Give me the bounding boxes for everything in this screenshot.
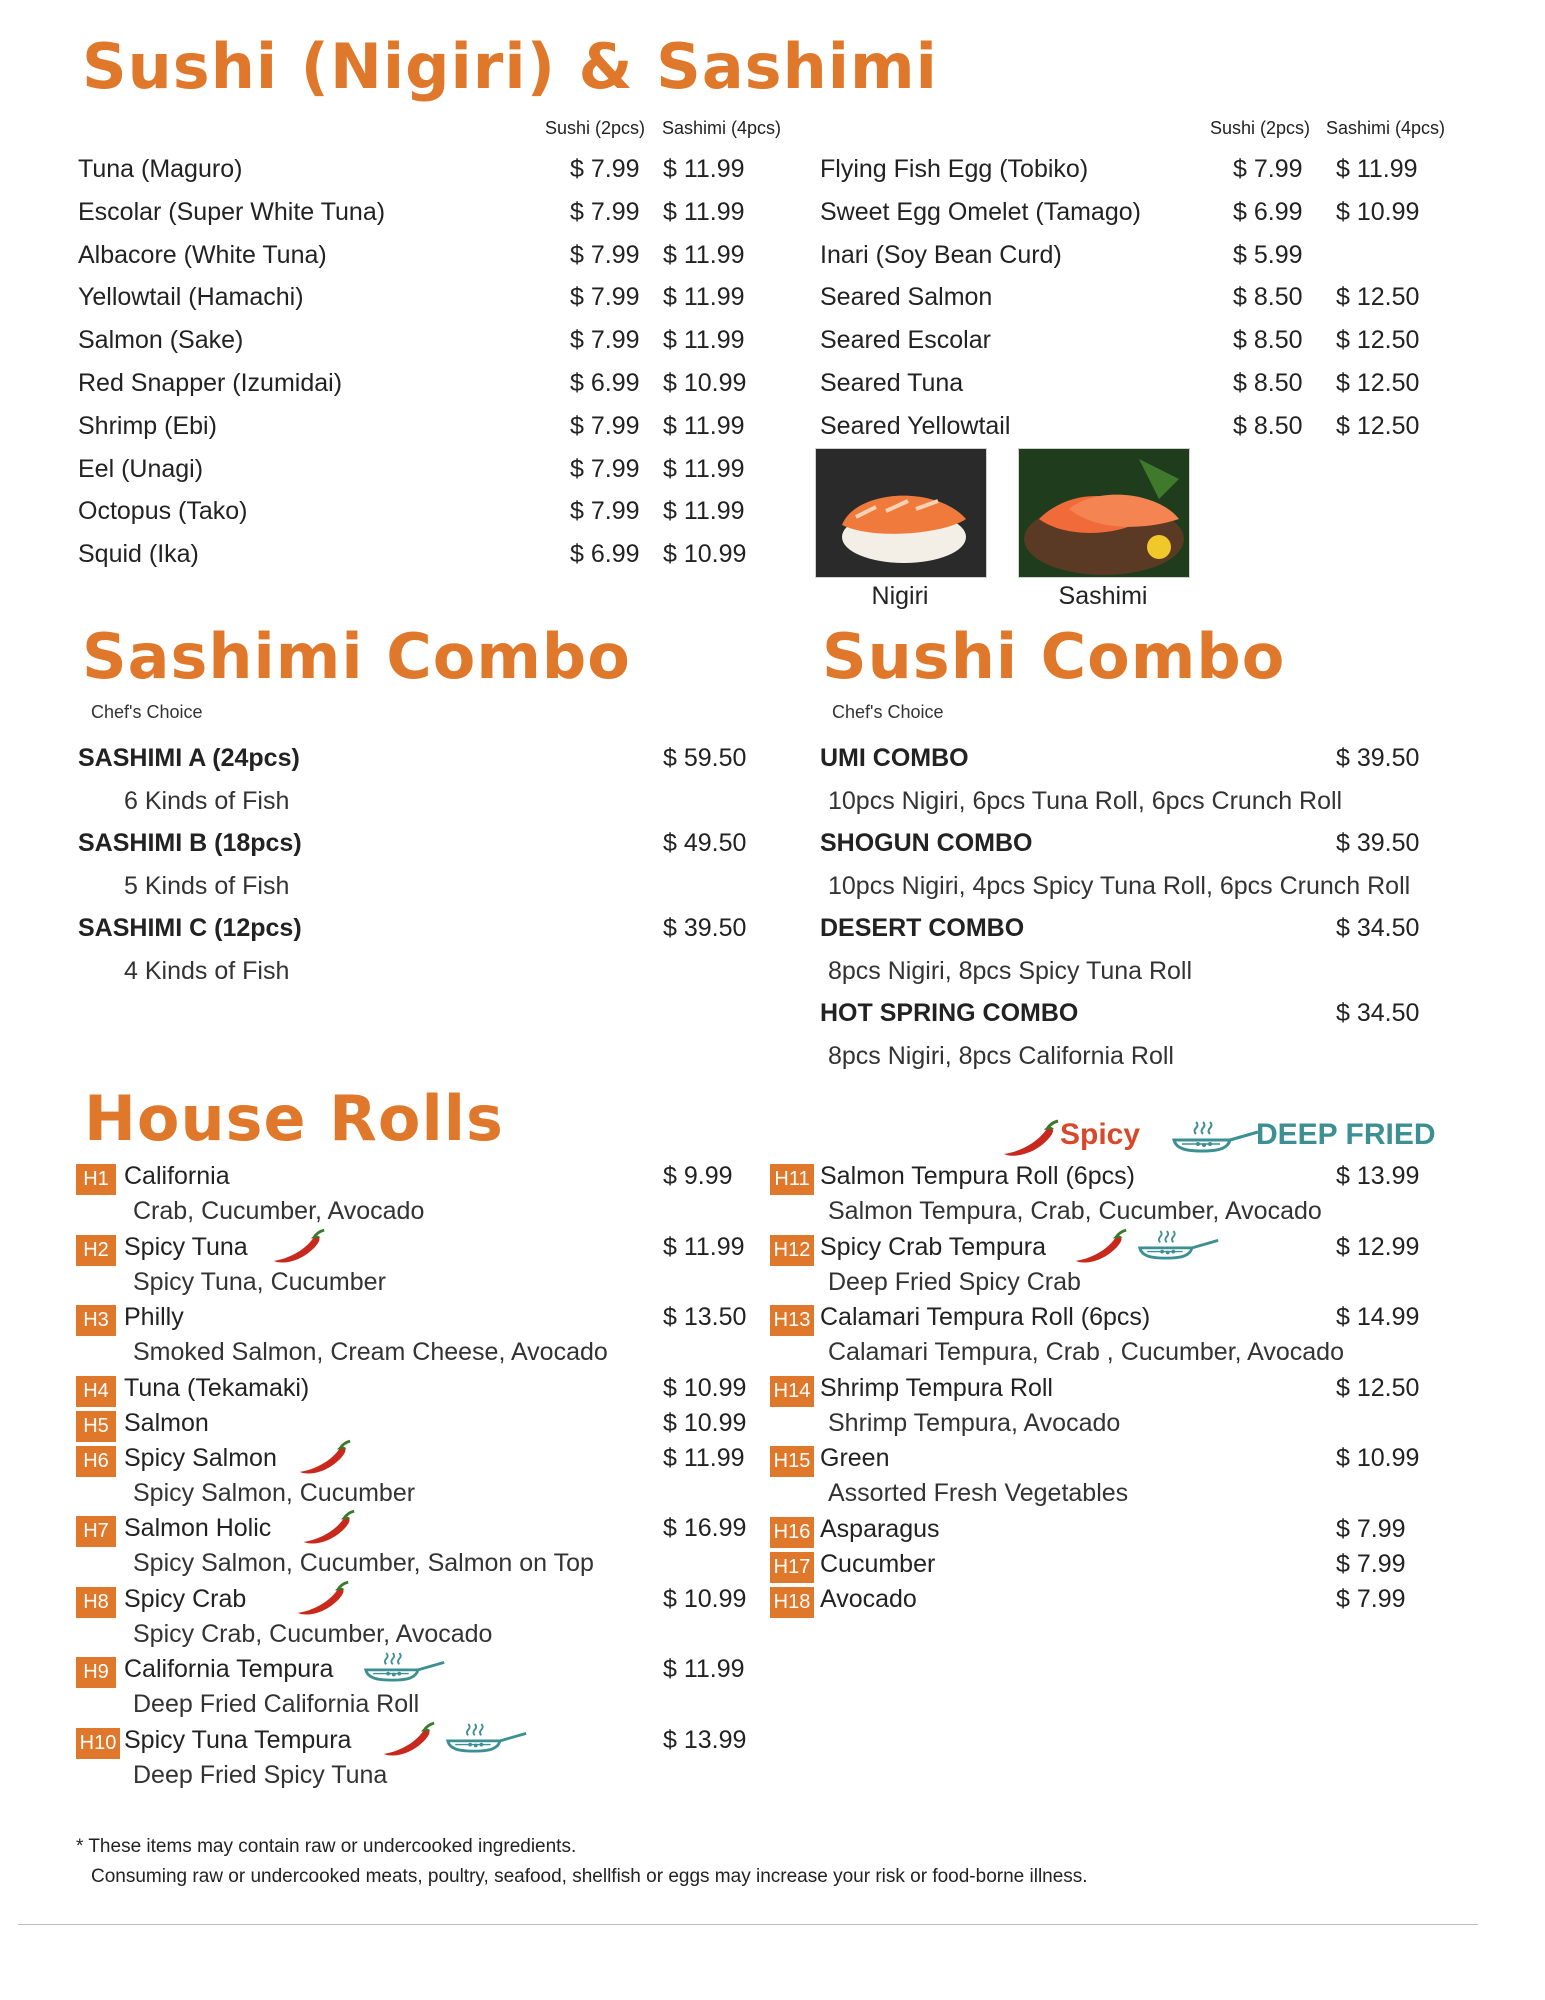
legend-chili-pepper-icon bbox=[1000, 1118, 1060, 1158]
sashimi-combo-name: SASHIMI B (18pcs) bbox=[78, 829, 302, 857]
roll-desc: Spicy Tuna, Cucumber bbox=[133, 1267, 386, 1296]
roll-desc: Deep Fried Spicy Tuna bbox=[133, 1760, 388, 1789]
nigiri-item-name: Seared Escolar bbox=[820, 326, 991, 355]
roll-name: Spicy Crab bbox=[124, 1584, 247, 1613]
nigiri-item-sashimi-price: $ 10.99 bbox=[1336, 197, 1420, 226]
sashimi-combo-name: SASHIMI C (12pcs) bbox=[78, 914, 302, 942]
nigiri-photo bbox=[815, 448, 987, 578]
col-header-sashimi-right: Sashimi (4pcs) bbox=[1326, 118, 1446, 138]
nigiri-item-name: Sweet Egg Omelet (Tamago) bbox=[820, 197, 1141, 226]
roll-name: Spicy Crab Tempura bbox=[820, 1232, 1047, 1261]
roll-code-badge: H12 bbox=[770, 1235, 814, 1266]
sashimi-combo-desc: 4 Kinds of Fish bbox=[124, 957, 290, 985]
roll-price: $ 10.99 bbox=[663, 1373, 747, 1402]
nigiri-item-sashimi-price: $ 10.99 bbox=[663, 540, 747, 569]
roll-price: $ 11.99 bbox=[663, 1443, 745, 1472]
roll-code-badge: H16 bbox=[770, 1517, 814, 1548]
roll-code-badge: H4 bbox=[76, 1376, 116, 1407]
sushi-combo-desc: 10pcs Nigiri, 4pcs Spicy Tuna Roll, 6pcs Crunch Roll bbox=[828, 872, 1411, 900]
frying-pan-icon bbox=[444, 1720, 528, 1758]
chili-pepper-icon bbox=[380, 1720, 436, 1758]
nigiri-item-name: Shrimp (Ebi) bbox=[78, 411, 217, 440]
roll-code-badge: H7 bbox=[76, 1516, 116, 1547]
nigiri-item-sushi-price: $ 6.99 bbox=[1233, 197, 1303, 226]
roll-code-badge: H15 bbox=[770, 1446, 814, 1477]
nigiri-item-sushi-price: $ 6.99 bbox=[570, 540, 640, 569]
sushi-combo-price: $ 39.50 bbox=[1336, 744, 1420, 772]
roll-price: $ 12.50 bbox=[1336, 1373, 1420, 1402]
roll-code-badge: H3 bbox=[76, 1305, 116, 1336]
roll-desc: Smoked Salmon, Cream Cheese, Avocado bbox=[133, 1338, 608, 1366]
sushi-combo-price: $ 39.50 bbox=[1336, 829, 1420, 857]
roll-name: California Tempura bbox=[124, 1655, 334, 1684]
roll-name: Spicy Salmon bbox=[124, 1443, 277, 1472]
roll-code-badge: H6 bbox=[76, 1446, 116, 1477]
chili-pepper-icon bbox=[294, 1579, 350, 1617]
chili-pepper-icon bbox=[300, 1508, 356, 1546]
roll-name: Avocado bbox=[820, 1584, 917, 1613]
roll-price: $ 10.99 bbox=[663, 1408, 747, 1437]
nigiri-item-sushi-price: $ 8.50 bbox=[1233, 326, 1303, 355]
nigiri-item-name: Yellowtail (Hamachi) bbox=[78, 283, 304, 312]
nigiri-item-name: Eel (Unagi) bbox=[78, 454, 204, 483]
frying-pan-icon bbox=[362, 1649, 446, 1687]
nigiri-item-sashimi-price: $ 12.50 bbox=[1336, 411, 1420, 440]
nigiri-item-sashimi-price: $ 12.50 bbox=[1336, 283, 1420, 312]
roll-code-badge: H8 bbox=[76, 1587, 116, 1618]
sashimi-combo-subtitle: Chef's Choice bbox=[91, 702, 203, 722]
roll-desc: Salmon Tempura, Crab, Cucumber, Avocado bbox=[828, 1197, 1322, 1225]
sushi-combo-name: UMI COMBO bbox=[820, 744, 969, 772]
roll-name: Salmon Holic bbox=[124, 1514, 272, 1543]
nigiri-item-name: Seared Yellowtail bbox=[820, 411, 1011, 440]
sushi-combo-name: HOT SPRING COMBO bbox=[820, 999, 1079, 1027]
nigiri-item-name: Octopus (Tako) bbox=[78, 497, 248, 526]
sashimi-combo-price: $ 39.50 bbox=[663, 914, 747, 942]
nigiri-item-sashimi-price: $ 11.99 bbox=[1336, 155, 1418, 183]
nigiri-item-name: Seared Salmon bbox=[820, 283, 993, 312]
roll-desc: Spicy Salmon, Cucumber bbox=[133, 1478, 416, 1507]
nigiri-item-sashimi-price: $ 11.99 bbox=[663, 454, 745, 483]
nigiri-item-sushi-price: $ 6.99 bbox=[570, 369, 640, 397]
roll-name: Shrimp Tempura Roll bbox=[820, 1373, 1053, 1402]
sashimi-combo-title: Sashimi Combo bbox=[82, 620, 631, 693]
nigiri-item-name: Albacore (White Tuna) bbox=[78, 240, 327, 269]
roll-price: $ 14.99 bbox=[1336, 1303, 1420, 1331]
roll-name: Spicy Tuna bbox=[124, 1232, 248, 1261]
nigiri-item-sushi-price: $ 5.99 bbox=[1233, 240, 1303, 269]
house-rolls-title: House Rolls bbox=[84, 1082, 504, 1155]
roll-code-badge: H13 bbox=[770, 1305, 814, 1336]
nigiri-section-title: Sushi (Nigiri) & Sashimi bbox=[82, 30, 938, 103]
nigiri-item-sushi-price: $ 7.99 bbox=[570, 411, 640, 440]
roll-code-badge: H9 bbox=[76, 1657, 116, 1688]
nigiri-photo-caption: Nigiri bbox=[871, 582, 929, 610]
nigiri-item-sushi-price: $ 8.50 bbox=[1233, 283, 1303, 312]
legend-deep-fried-label: DEEP FRIED bbox=[1256, 1118, 1436, 1151]
roll-code-badge: H11 bbox=[770, 1164, 814, 1195]
roll-name: California bbox=[124, 1162, 230, 1190]
chili-pepper-icon bbox=[296, 1438, 352, 1476]
roll-name: Philly bbox=[124, 1303, 184, 1331]
col-header-sushi-right: Sushi (2pcs) bbox=[1210, 118, 1311, 138]
nigiri-item-sashimi-price: $ 11.99 bbox=[663, 411, 745, 440]
roll-desc: Spicy Crab, Cucumber, Avocado bbox=[133, 1619, 493, 1648]
sashimi-combo-name: SASHIMI A (24pcs) bbox=[78, 744, 300, 772]
sushi-combo-name: DESERT COMBO bbox=[820, 914, 1025, 942]
nigiri-item-sushi-price: $ 8.50 bbox=[1233, 411, 1303, 440]
roll-code-badge: H1 bbox=[76, 1164, 116, 1195]
roll-code-badge: H2 bbox=[76, 1235, 116, 1266]
nigiri-item-sashimi-price: $ 11.99 bbox=[663, 497, 745, 526]
roll-price: $ 13.50 bbox=[663, 1303, 747, 1331]
nigiri-item-name: Flying Fish Egg (Tobiko) bbox=[820, 155, 1089, 183]
sushi-combo-subtitle: Chef's Choice bbox=[832, 702, 944, 722]
nigiri-item-sushi-price: $ 8.50 bbox=[1233, 369, 1303, 397]
roll-price: $ 10.99 bbox=[663, 1584, 747, 1613]
sashimi-photo bbox=[1018, 448, 1190, 578]
roll-desc: Assorted Fresh Vegetables bbox=[828, 1479, 1129, 1507]
sushi-combo-title: Sushi Combo bbox=[822, 620, 1286, 693]
nigiri-item-sashimi-price: $ 11.99 bbox=[663, 283, 745, 312]
roll-price: $ 11.99 bbox=[663, 1655, 745, 1684]
frying-pan-icon bbox=[1136, 1227, 1220, 1265]
sushi-combo-desc: 8pcs Nigiri, 8pcs Spicy Tuna Roll bbox=[828, 957, 1193, 985]
roll-price: $ 7.99 bbox=[1336, 1584, 1406, 1613]
roll-price: $ 9.99 bbox=[663, 1162, 733, 1190]
nigiri-item-name: Red Snapper (Izumidai) bbox=[78, 369, 343, 397]
nigiri-item-sushi-price: $ 7.99 bbox=[570, 155, 640, 183]
roll-name: Asparagus bbox=[820, 1514, 940, 1543]
nigiri-item-name: Squid (Ika) bbox=[78, 540, 199, 569]
roll-name: Green bbox=[820, 1444, 890, 1472]
roll-code-badge: H17 bbox=[770, 1552, 814, 1583]
roll-desc: Spicy Salmon, Cucumber, Salmon on Top bbox=[133, 1549, 594, 1578]
roll-price: $ 11.99 bbox=[663, 1232, 745, 1261]
roll-desc: Deep Fried California Roll bbox=[133, 1690, 420, 1719]
roll-code-badge: H14 bbox=[770, 1376, 814, 1407]
roll-name: Salmon bbox=[124, 1408, 209, 1437]
nigiri-item-name: Salmon (Sake) bbox=[78, 326, 244, 355]
roll-code-badge: H18 bbox=[770, 1587, 814, 1618]
sushi-combo-price: $ 34.50 bbox=[1336, 999, 1420, 1027]
roll-desc: Crab, Cucumber, Avocado bbox=[133, 1197, 425, 1225]
roll-desc: Shrimp Tempura, Avocado bbox=[828, 1408, 1121, 1437]
nigiri-item-sashimi-price: $ 12.50 bbox=[1336, 369, 1420, 397]
nigiri-item-sushi-price: $ 7.99 bbox=[570, 326, 640, 355]
footer-line-1: * These items may contain raw or undercooked ingredients. bbox=[76, 1836, 577, 1857]
roll-name: Cucumber bbox=[820, 1549, 936, 1578]
nigiri-item-name: Escolar (Super White Tuna) bbox=[78, 197, 386, 226]
nigiri-item-sashimi-price: $ 10.99 bbox=[663, 369, 747, 397]
nigiri-item-sushi-price: $ 7.99 bbox=[1233, 155, 1303, 183]
nigiri-item-name: Seared Tuna bbox=[820, 369, 964, 397]
chili-pepper-icon bbox=[1072, 1227, 1128, 1265]
nigiri-item-name: Tuna (Maguro) bbox=[78, 155, 243, 183]
sushi-combo-desc: 8pcs Nigiri, 8pcs California Roll bbox=[828, 1042, 1174, 1070]
footer-divider bbox=[18, 1924, 1478, 1925]
nigiri-item-sushi-price: $ 7.99 bbox=[570, 283, 640, 312]
roll-name: Spicy Tuna Tempura bbox=[124, 1725, 352, 1754]
nigiri-item-sashimi-price: $ 11.99 bbox=[663, 326, 745, 355]
roll-price: $ 10.99 bbox=[1336, 1444, 1420, 1472]
roll-desc: Calamari Tempura, Crab , Cucumber, Avocado bbox=[828, 1338, 1344, 1366]
legend-spicy-label: Spicy bbox=[1060, 1118, 1141, 1151]
sashimi-combo-price: $ 49.50 bbox=[663, 829, 747, 857]
roll-code-badge: H10 bbox=[76, 1728, 120, 1759]
roll-name: Salmon Tempura Roll (6pcs) bbox=[820, 1162, 1135, 1190]
sashimi-photo-caption: Sashimi bbox=[1058, 582, 1148, 610]
footer-line-2: Consuming raw or undercooked meats, poultry, seafood, shellfish or eggs may increase your risk or food-borne illness. bbox=[91, 1866, 1088, 1887]
roll-price: $ 12.99 bbox=[1336, 1232, 1420, 1261]
roll-name: Calamari Tempura Roll (6pcs) bbox=[820, 1303, 1151, 1331]
nigiri-item-sushi-price: $ 7.99 bbox=[570, 454, 640, 483]
nigiri-item-sashimi-price: $ 12.50 bbox=[1336, 326, 1420, 355]
roll-price: $ 16.99 bbox=[663, 1514, 747, 1543]
nigiri-item-sushi-price: $ 7.99 bbox=[570, 240, 640, 269]
sushi-combo-name: SHOGUN COMBO bbox=[820, 829, 1033, 857]
sashimi-combo-desc: 5 Kinds of Fish bbox=[124, 872, 290, 900]
nigiri-item-sashimi-price: $ 11.99 bbox=[663, 197, 745, 226]
nigiri-item-name: Inari (Soy Bean Curd) bbox=[820, 240, 1062, 269]
sashimi-combo-desc: 6 Kinds of Fish bbox=[124, 787, 290, 815]
roll-price: $ 13.99 bbox=[663, 1725, 747, 1754]
roll-code-badge: H5 bbox=[76, 1411, 116, 1442]
roll-price: $ 13.99 bbox=[1336, 1162, 1420, 1190]
nigiri-item-sushi-price: $ 7.99 bbox=[570, 497, 640, 526]
sashimi-combo-price: $ 59.50 bbox=[663, 744, 747, 772]
chili-pepper-icon bbox=[270, 1227, 326, 1265]
sushi-combo-desc: 10pcs Nigiri, 6pcs Tuna Roll, 6pcs Crunch Roll bbox=[828, 787, 1343, 815]
roll-price: $ 7.99 bbox=[1336, 1549, 1406, 1578]
roll-desc: Deep Fried Spicy Crab bbox=[828, 1267, 1081, 1296]
col-header-sushi-left: Sushi (2pcs) bbox=[545, 118, 646, 138]
roll-name: Tuna (Tekamaki) bbox=[124, 1373, 310, 1402]
roll-price: $ 7.99 bbox=[1336, 1514, 1406, 1543]
nigiri-item-sushi-price: $ 7.99 bbox=[570, 197, 640, 226]
legend-frying-pan-icon bbox=[1170, 1118, 1260, 1158]
sushi-combo-price: $ 34.50 bbox=[1336, 914, 1420, 942]
nigiri-item-sashimi-price: $ 11.99 bbox=[663, 155, 745, 183]
nigiri-item-sashimi-price: $ 11.99 bbox=[663, 240, 745, 269]
col-header-sashimi-left: Sashimi (4pcs) bbox=[662, 118, 782, 138]
